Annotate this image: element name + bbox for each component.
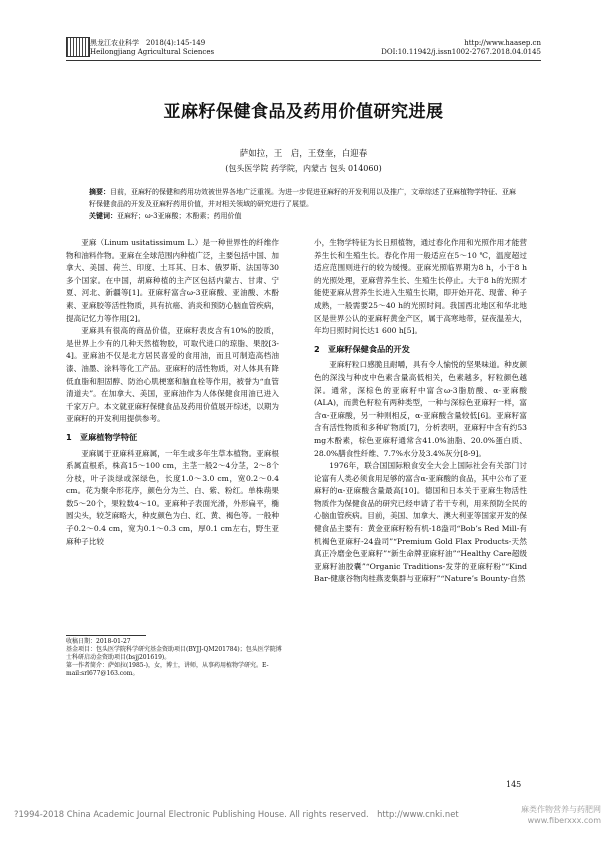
footnote-block [66,638,282,678]
keywords-label: 关键词： [89,212,117,220]
paragraph-food-2: 1976年，联合国国际粮食安全大会上国际社会有关部门讨论富有人类必须食用足够的富含α-亚麻酸的食品，其中公布了亚麻籽的α-亚麻酸含量最高[10]。德国和日本关于亚麻生物活性物质作为保健食品的研究已经申请了若干专利，用来预防全民的心脑血管疾病。目前，美国、加拿大、澳大利亚等国家开发的保健食品主要有：黄金亚麻籽粉有机-18盎司“Bob’s Red Mill-有机褐色亚麻籽-24盎司”“Premium Gold Flax Products-天然真正冷磨金色亚麻籽”“新生命牌亚麻籽油”“Healthy Care超级亚麻籽油胶囊”“Organic Traditions-发芽的亚麻籽粉”“Kind Bar-健康谷物肉桂燕麦集群与亚麻籽”“Nature’s Bounty-自然 [314,461,527,584]
abstract-block [89,186,521,222]
paragraph-intro-2: 亚麻具有很高的商品价值，亚麻籽表皮含有10%的胶质，是世界上少有的几种天然植物胶，可取代进口的琼脂、果胶[3-4]。亚麻油不仅是北方居民喜爱的食用油，而且可制造高档油漆、油墨、涂料等化工产品。亚麻籽的活性物质，对人体具有降低血脂和胆固醇、防治心肌梗塞和脑血栓等作用，被誉为“血管清道夫”。在加拿大、美国，亚麻油作为人体保健食用油已进入千家万户。本文就亚麻籽保健食品及药用价值展开综述，以期为亚麻籽的开发利用提供参考。 [66,326,279,424]
footnote-divider [66,635,146,636]
keywords-text: 亚麻籽；ω-3亚麻酸；木酚素；药用价值 [117,212,242,220]
paper-title: 亚麻籽保健食品及药用价值研究进展 [163,102,444,122]
journal-name-cn: 黑龙江农业科学 [90,39,139,47]
keywords [89,210,521,222]
paragraph-intro-1: 亚麻（Linum usitatissimum L.）是一种世界性的纤维作物和油料作物。亚麻在全球范围内种植广泛，主要包括中国、加拿大、美国、荷兰、印度、土耳其、日本、俄罗斯、法国等30多个国家。在中国，胡麻种植的主产区包括内蒙古、甘肃、宁夏、河北、新疆等[1]。亚麻籽富含ω-3亚麻酸、亚油酸、木酚素、亚麻胶等活性物质，具有抗癌、消炎和预防心脑血管疾病，提高记忆力等作用[2]。 [66,238,279,323]
author-bio: 第一作者简介：萨如拉(1985-)，女，博士，讲师，从事药用植物学研究。E-mail:srl677@163.com。 [66,662,269,677]
page-number: 145 [506,780,522,789]
journal-url[interactable]: http://www.haasep.cn [464,39,541,47]
affiliation: (包头医学院 药学院，内蒙古 包头 014060) [225,164,382,173]
journal-logo [66,37,90,57]
paragraph-botany: 亚麻属于亚麻科亚麻属，一年生或多年生草本植物。亚麻根系属直根系，株高15～100 cm，主茎一般2～4分茎，2～8个分枝，叶子淡绿或深绿色，长度1.0～3.0 cm，宽0.2～0.4 cm。花为聚伞形花序，颜色分为兰、白、紫、粉红。单株蒴果数5～20个，果粒数4～10。亚麻种子表面光滑，外形扁平，椭圆尖头，较芝麻略大，种皮颜色为白、红、黄、褐色等。一般种子0.2～0.4 cm，宽为0.1～0.3 cm，厚0.1 cm左右，野生亚麻种子比较 [66,448,279,546]
section-heading-2: 2 亚麻籽保健食品的开发 [314,343,410,354]
watermark-line-1: 麻类作物营养与药肥网 [521,805,601,814]
abstract-text: 目前，亚麻籽的保健和药用功效被世界各地广泛重视。为进一步促进亚麻籽的开发利用以及推广，文章综述了亚麻植物学特征、亚麻籽保健食品的开发及亚麻籽药用价值，并对相关领域的研究进行了展望。 [89,188,516,208]
doi: DOI:10.11942/j.issn1002-2767.2018.04.0145 [381,48,541,56]
copyright-footer: ?1994-2018 China Academic Journal Electronic Publishing House. All rights reserved. http://www.cnki.net [14,809,459,819]
paragraph-botany-cont: 小，生物学特征为长日照植物，通过春化作用和光照作用才能营养生长和生殖生长。春化作用一般适应在5～10 ℃，温度超过适应范围则进行的较为缓慢。亚麻光照临界期为8 h，小于8 h的光照处理，亚麻营养生长、生殖生长停止。大于8 h的光照才能使亚麻从营养生长进入生殖生长期，即开始开花、现蕾、种子成熟，一般需要25～40 h的光照时间。我国西北地区和华北地区是世界公认的亚麻籽黄金产区，属于高寒地带，昼夜温差大，年均日照时间长达1 600 h[5]。 [314,238,527,336]
body-column-right [314,237,527,586]
watermark-line-2: www.fiberxxx.com [527,816,601,825]
funding-info: 基金项目：包头医学院科学研究基金资助项目(BYJJ-QM201784)；包头医学院博士科研启动金资助项目(bsjj201619)。 [66,646,282,661]
issue-info: 2018(4):145-149 [146,39,206,47]
section-heading-1: 1 亚麻植物学特征 [66,431,138,442]
header-divider [66,60,541,61]
watermark [521,804,601,826]
journal-header-left [90,39,214,57]
paragraph-food-1: 亚麻籽粒口感脆且耐嚼，具有令人愉悦的坚果味道。种皮颜色的深浅与种皮中色素含量高低相关，色素越多，籽粒颜色越深。通常，深棕色的亚麻籽中富含ω-3脂肪酸、α-亚麻酸(ALA)，而黄色籽粒有两种类型，一种与深棕色亚麻籽一样，富含α-亚麻酸，另一种则相反，α-亚麻酸含量较低[6]。亚麻籽富含有活性物质和多种矿物质[7]，分析表明，亚麻籽中含有约53 mg木酚素，棕色亚麻籽通常含41.0%油脂、20.0%蛋白质、28.0%膳食性纤维、7.7%水分及3.4%灰分[8-9]。 [314,360,527,458]
journal-name-en: Heilongjiang Agricultural Sciences [90,48,215,56]
received-date: 收稿日期：2018-01-27 [66,638,131,645]
journal-header-right [381,39,541,57]
abstract [89,186,521,210]
body-column-left [66,237,279,548]
abstract-label: 摘要： [89,188,110,196]
author-list: 萨如拉，王 启，王登奎，白迎春 [239,149,368,159]
